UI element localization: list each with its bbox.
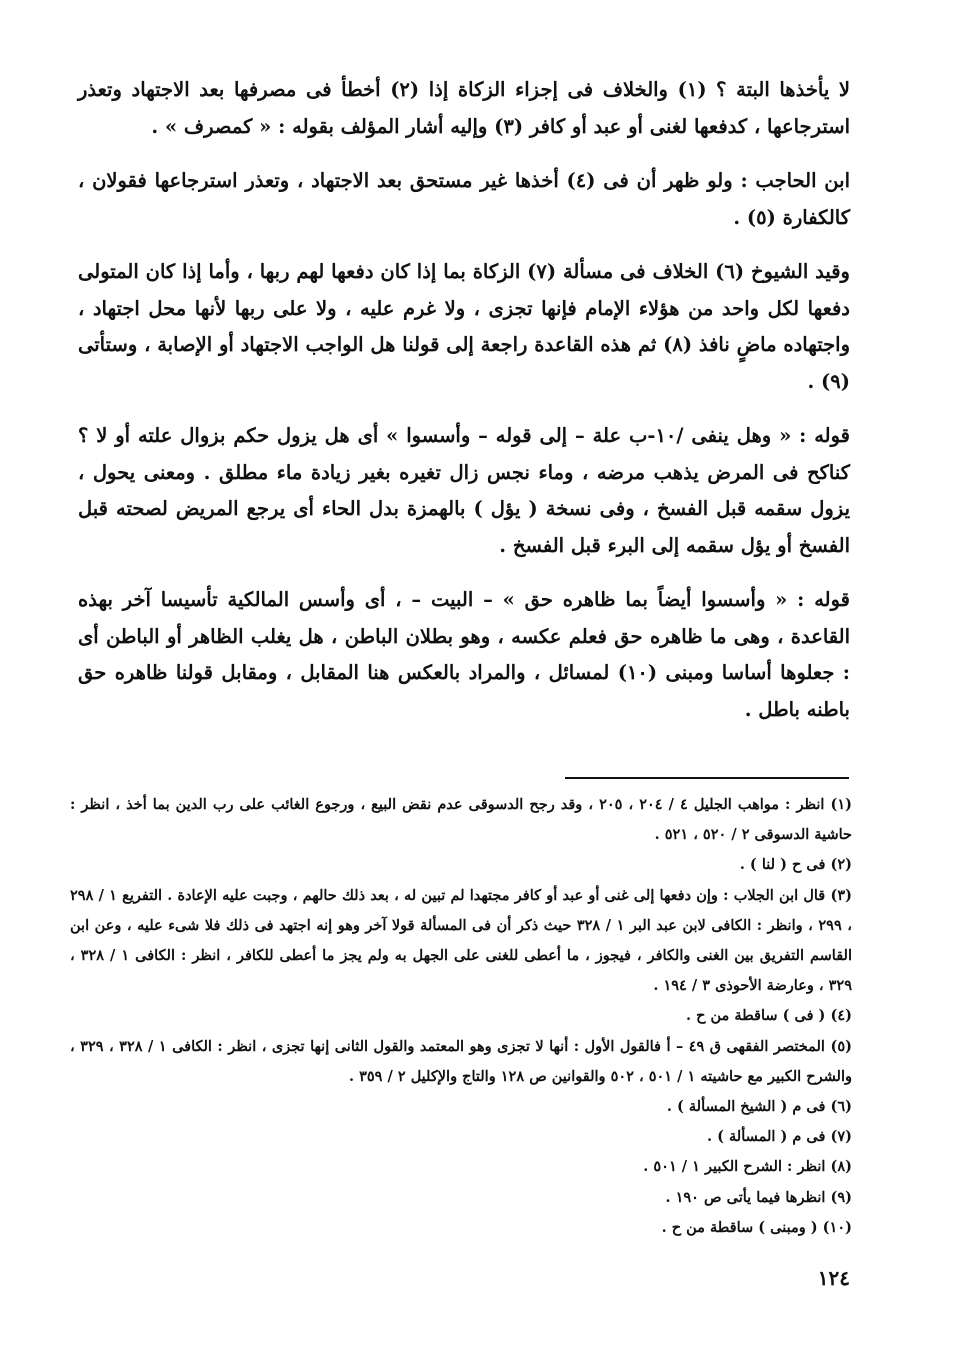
footnote-separator (565, 777, 849, 779)
footnote-9: (٩) انظرها فيما يأتى ص ١٩٠ . (665, 1188, 852, 1206)
footnote-4: (٤) ( فى ) ساقطة من ح . (686, 1007, 852, 1025)
paragraph-2: ابن الحاجب : ولو ظهر أن فى (٤) أخذها غير مستحق بعد الاجتهاد ، وتعذر استرجاعها فقولان ، كالكفارة (٥) . (78, 169, 850, 229)
footnote-2: (٢) فى ح ( لنا ) . (739, 856, 852, 874)
footnote-5: (٥) المختصر الفقهى ق ٤٩ – أ فالقول الأول : أنها لا تجزى وهو المعتمد والقول الثانى إنها تجزى ، انظر : الكافى ١ / ٣٢٨ ، ٣٢٩ ، والشرح الكبير مع حاشيته ١ / ٥٠١ ، ٥٠٢ والقوانين ص ١٢٨ والتاج والإكليل ٢ / ٣٥٩ . (70, 1037, 852, 1085)
footnote-6: (٦) فى م ( الشيخ المسألة ) . (666, 1098, 852, 1116)
paragraph-4: قوله : « وهل ينفى /١٠-ب علة – إلى قوله – وأسسوا » أى هل يزول حكم بزوال علته أو لا ؟ كناكح فى المرض يذهب مرضه ، وماء نجس زال تغيره بغير زيادة ماء مطلق . ومعنى يحول ، يزول سقمه قبل الفسخ ، وفى نسخة ( يؤل ) بالهمزة بدل الحاء أى يرجع المريض لصحته قبل الفسخ أو يؤل سقمه إلى البرء قبل الفسخ . (78, 424, 850, 557)
footnote-3: (٣) قال ابن الجلاب : وإن دفعها إلى غنى أو عبد أو كافر مجتهدا لم تبين له ، بعد ذلك حالهم ، وجبت عليه الإعادة . التفريع ١ / ٢٩٨ ، ٢٩٩ ، وانظر : الكافى لابن عبد البر ١ / ٣٢٨ حيث ذكر أن فى المسألة قولا آخر وهو إنه اجتهد فى ذلك فلا شىء عليه ، وعن ابن القاسم التفريق بين الغنى والكافر ، فيجوز ، ما أعطى للغنى على الجهل به ولم يجز ما أعطى للكافر ، انظر : الكافى ١ / ٣٢٨ ، ٣٢٩ ، وعارضة الأحوذى ٣ / ١٩٤ . (70, 886, 852, 995)
footnotes (70, 790, 852, 1243)
page-number: ١٢٤ (817, 1266, 850, 1290)
paragraph-1: لا يأخذها البتة ؟ (١) والخلاف فى إجزاء الزكاة إذا (٢) أخطأ فى مصرفها بعد الاجتهاد وتعذر استرجاعها ، كدفعها لغنى أو عبد أو كافر (٣) وإليه أشار المؤلف بقوله : « كمصرف » . (78, 78, 850, 138)
footnote-10: (١٠) ( ومبنى ) ساقطة من ح . (661, 1218, 852, 1236)
paragraph-5: قوله : « وأسسوا أيضاً بما ظاهره حق » – البيت – ، أى وأسس المالكية تأسيسا آخر بهذه القاعدة ، وهى ما ظاهره حق فعلم عكسه ، وهو بطلان الباطن ، هل يغلب الظاهر أو الباطن أى : جعلوها أساسا ومبنى (١٠) لمسائل ، والمراد بالعكس هنا المقابل ، ومقابل قولنا ظاهره حق باطنه باطل . (78, 588, 850, 721)
footnote-7: (٧) فى م ( المسألة ) . (707, 1128, 852, 1146)
paragraph-3: وقيد الشيوخ (٦) الخلاف فى مسألة (٧) الزكاة بما إذا كان دفعها لهم ربها ، وأما إذا كان المتولى دفعها لكل واحد من هؤلاء الإمام فإنها تجزى ، ولا غرم عليه ، ولا على ربها لأنها محل اجتهاد ، واجتهاده ماضٍ نافذ (٨) ثم هذه القاعدة راجعة إلى قولنا هل الواجب الاجتهاد أو الإصابة ، وستأتى (٩) . (78, 260, 850, 393)
footnote-1: (١) انظر : مواهب الجليل ٤ / ٢٠٤ ، ٢٠٥ ، وقد رجح الدسوقى عدم نقض البيع ، ورجوع الغائب على رب الدين بما أخذ ، انظر : حاشية الدسوقى ٢ / ٥٢٠ ، ٥٢١ . (70, 796, 852, 844)
footnote-8: (٨) انظر : الشرح الكبير ١ / ٥٠١ . (643, 1158, 852, 1176)
main-text (78, 72, 850, 746)
